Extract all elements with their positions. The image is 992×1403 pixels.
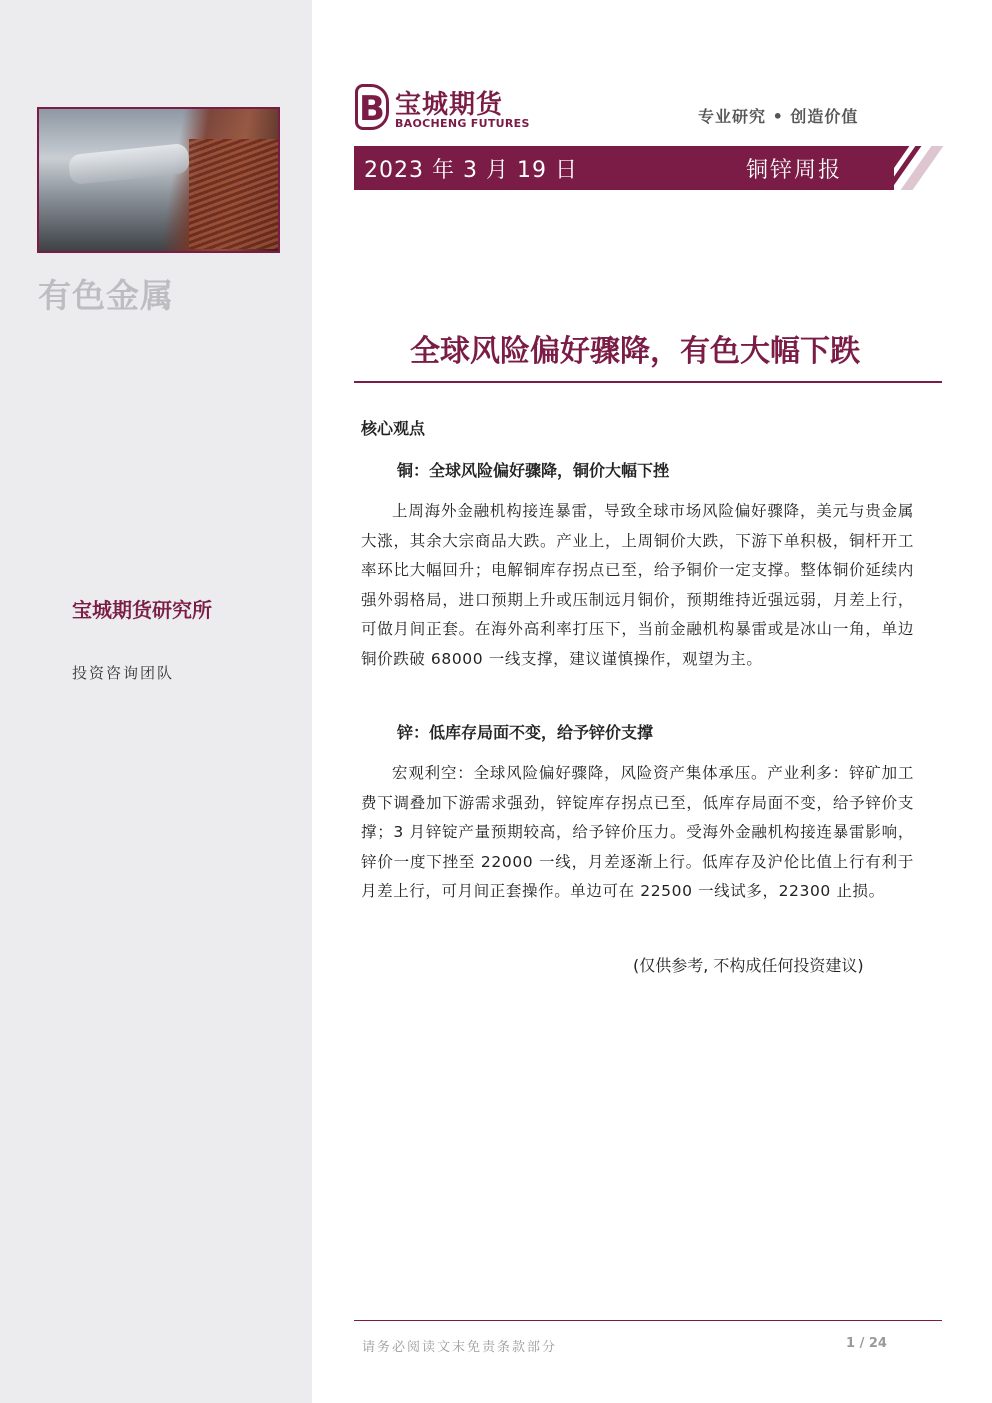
- footer-divider: [354, 1320, 942, 1321]
- institute-name: 宝城期货研究所: [72, 598, 212, 622]
- copper-paragraph: 上周海外金融机构接连暴雷，导致全球市场风险偏好骤降，美元与贵金属大涨，其余大宗商品大跌。产业上，上周铜价大跌，下游下单积极，铜杆开工率环比大幅回升；电解铜库存拐点已至，给予铜价一定支撑。整体铜价延续内强外弱格局，进口预期上升或压制远月铜价，预期维持近强远弱，月差上行，可做月间正套。在海外高利率打压下，当前金融机构暴雷或是冰山一角，单边铜价跌破 68000 一线支撑，建议谨慎操作，观望为主。: [361, 502, 914, 668]
- title-divider: [354, 381, 942, 383]
- disclaimer: (仅供参考, 不构成任何投资建议): [633, 956, 864, 975]
- cover-photo: [37, 107, 280, 253]
- sidebar: [0, 0, 312, 1403]
- core-view-heading: 核心观点: [361, 419, 426, 438]
- company-logo: [355, 84, 530, 134]
- category-label: 有色金属: [38, 276, 174, 315]
- slogan: 专业研究 • 创造价值: [698, 107, 859, 126]
- report-banner: [354, 146, 944, 190]
- team-name: 投资咨询团队: [72, 664, 175, 682]
- copper-heading: 铜：全球风险偏好骤降，铜价大幅下挫: [397, 461, 670, 480]
- logo-english-name: BAOCHENG FUTURES: [395, 117, 530, 130]
- report-title: 全球风险偏好骤降，有色大幅下跌: [410, 334, 860, 369]
- logo-mark-icon: B: [355, 84, 389, 130]
- zinc-paragraph: 宏观利空：全球风险偏好骤降，风险资产集体承压。产业利多：锌矿加工费下调叠加下游需求强劲，锌锭库存拐点已至，低库存局面不变，给予锌价支撑；3 月锌锭产量预期较高，给予锌价压力。受海外金融机构接连暴雷影响，锌价一度下挫至 22000 一线，月差逐渐上行。低库存及沪伦比值上行有利于月差上行，可月间正套操作。单边可在 22500 一线试多，22300 止损。: [361, 764, 914, 901]
- page-number: 1 / 24: [846, 1336, 887, 1351]
- metal-rod-image: [68, 143, 190, 185]
- report-date: 2023 年 3 月 19 日: [364, 158, 578, 183]
- copper-coil-image: [189, 139, 280, 249]
- logo-chinese-name: 宝城期货: [395, 90, 504, 120]
- footer-disclaimer-note: 请务必阅读文末免责条款部分: [362, 1340, 558, 1355]
- zinc-heading: 锌：低库存局面不变，给予锌价支撑: [397, 723, 654, 742]
- report-type: 铜锌周报: [746, 158, 843, 183]
- banner-stripe-3: [901, 146, 944, 190]
